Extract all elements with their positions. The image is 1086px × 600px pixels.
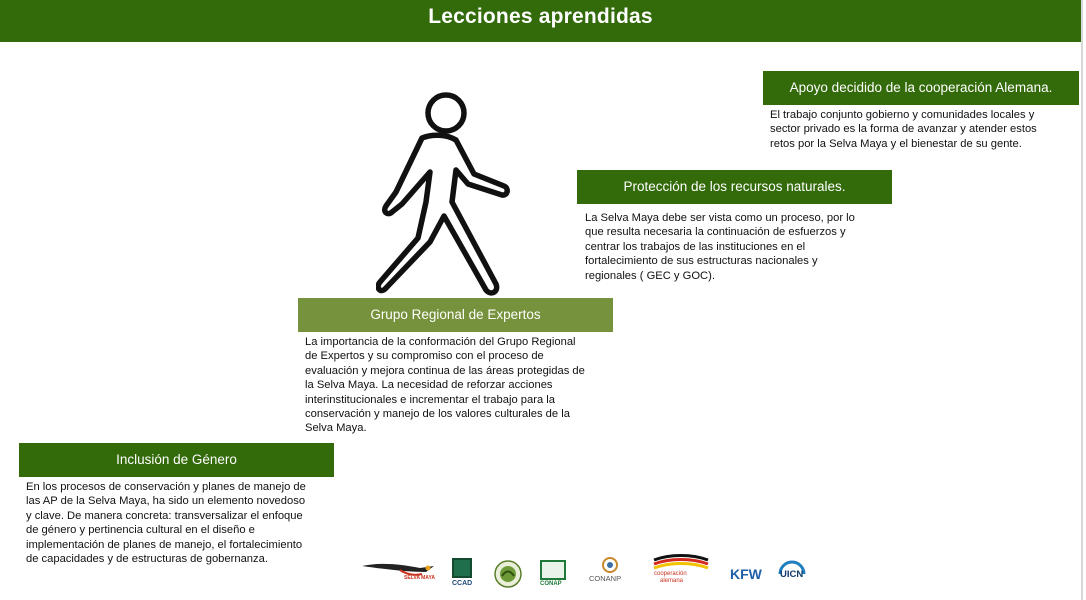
proteccion-line: La Selva Maya debe ser vista como un proceso, por lo — [585, 212, 855, 224]
selva-maya-logo — [360, 556, 440, 588]
apoyo-line: retos por la Selva Maya y el bienestar de su gente. — [770, 137, 1022, 150]
genero-line: las AP de la Selva Maya, ha sido un elemento novedoso — [26, 495, 306, 508]
apoyo-line: El trabajo conjunto gobierno y comunidades locales y — [770, 109, 1035, 121]
proteccion-line: regionales ( GEC y GOC). — [585, 269, 715, 282]
proteccion-heading: Protección de los recursos naturales. — [623, 179, 846, 194]
grupo-line: La importancia de la conformación del Grupo Regional — [305, 336, 576, 348]
grupo-line: de Expertos y su compromiso con el proceso de — [305, 350, 544, 363]
genero-header — [19, 443, 334, 477]
apoyo-line: sector privado es la forma de avanzar y atender estos — [770, 123, 1037, 136]
kfw-logo-text: KFW — [730, 566, 762, 582]
conap-logo-text: CONAP — [540, 581, 562, 587]
cooperacion-logo-text-1: cooperación — [654, 571, 687, 577]
genero-line: de capacidades y de estructuras de gobernanza. — [26, 553, 268, 566]
grupo-text — [305, 335, 611, 436]
apoyo-text — [770, 108, 1076, 151]
genero-line: de género y pertinencia cultural en el diseño e — [26, 524, 255, 537]
seal-logo — [494, 560, 522, 588]
grupo-line: la Selva Maya. La necesidad de reforzar acciones — [305, 379, 553, 392]
apoyo-heading: Apoyo decidido de la cooperación Alemana. — [789, 80, 1053, 95]
grupo-line: evaluación y mejora continua de las áreas protegidas de — [305, 364, 585, 377]
grupo-header — [298, 298, 613, 332]
proteccion-line: que resulta necesaria la continuación de esfuerzos y — [585, 226, 846, 239]
proteccion-text — [585, 211, 885, 283]
grupo-heading: Grupo Regional de Expertos — [370, 307, 541, 322]
genero-line: implementación de planes de manejo, el fortalecimiento — [26, 538, 303, 551]
ccad-logo-text: CCAD — [452, 580, 473, 587]
cooperacion-alemana-logo — [652, 554, 712, 592]
apoyo-header — [763, 71, 1079, 105]
grupo-line: interinstitucionales e incrementar el trabajo para la — [305, 393, 555, 406]
cooperacion-logo-text-2: alemana — [660, 578, 684, 584]
proteccion-header — [577, 170, 892, 204]
kfw-logo — [730, 566, 766, 584]
genero-heading: Inclusión de Género — [116, 452, 237, 467]
conanp-logo-text: CONANP — [589, 574, 622, 583]
partner-logos — [360, 552, 810, 596]
walking-person-icon — [376, 92, 510, 298]
genero-line: En los procesos de conservación y planes de manejo de — [26, 481, 306, 493]
proteccion-line: fortalecimiento de sus estructuras nacionales y — [585, 255, 818, 268]
proteccion-line: centrar los trabajos de las instituciones en el — [585, 240, 806, 253]
uicn-logo — [776, 558, 808, 590]
grupo-line: Selva Maya. — [305, 422, 367, 435]
grupo-line: conservación y manejo de los valores culturales de la — [305, 408, 570, 421]
selva-maya-logo-text: SELVA MAYA — [404, 575, 435, 581]
page-title: Lecciones aprendidas — [428, 5, 653, 28]
uicn-logo-text: UICN — [780, 569, 804, 580]
genero-line: y clave. De manera concreta: transversalizar el enfoque — [26, 509, 303, 522]
title-bar — [0, 0, 1081, 42]
conap-logo — [540, 560, 570, 590]
ccad-logo — [452, 558, 474, 592]
genero-text — [26, 480, 332, 566]
right-edge-divider — [1081, 0, 1083, 600]
conanp-logo — [588, 556, 632, 592]
